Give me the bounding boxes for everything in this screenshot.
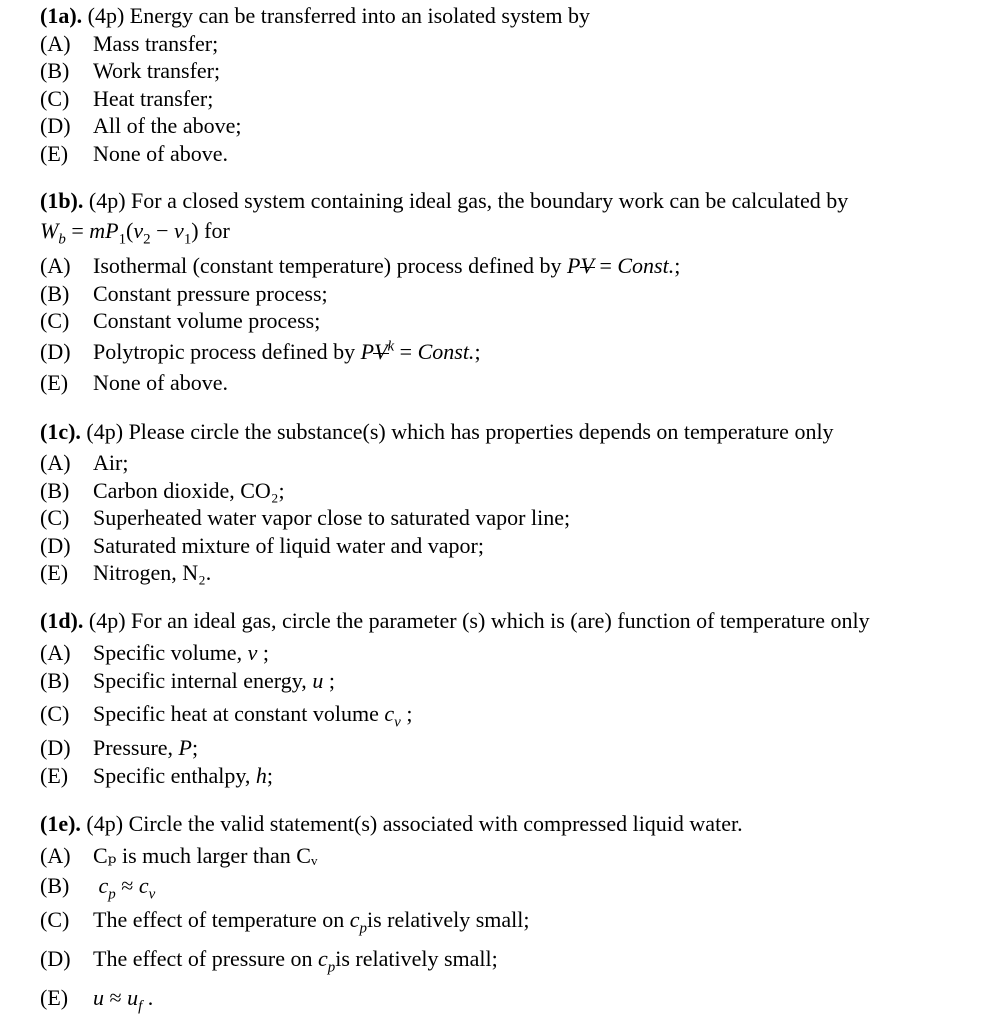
option-1c-a: (A) Air; (40, 450, 129, 475)
option-1d-e: (E) Specific enthalpy, h; (40, 763, 274, 788)
question-1d-stem (40, 607, 870, 635)
option-1a-a: (A) Mass transfer; (40, 31, 219, 56)
option-1e-e: (E) $u \approx u_f$ . (40, 985, 154, 1015)
option-1a-e: (E) None of above. (40, 141, 229, 166)
option-1b-e: (E) None of above. (40, 370, 229, 395)
option-1b-a: (A) Isothermal (constant temperature) process defined by PV = Const.; (40, 253, 681, 278)
question-text: (4p) Energy can be transferred into an isolated system by (87, 3, 591, 28)
question-1e-stem (40, 810, 743, 838)
option-1e-b: (B) $c_p \approx c_v$ (40, 873, 156, 903)
option-1e-a: (A) Cₚ is much larger than Cᵥ (40, 843, 318, 868)
option-1d-a: (A) Specific volume, v ; (40, 640, 269, 665)
option-1d-b: (B) Specific internal energy, u ; (40, 668, 335, 693)
option-1e-c: (C) The effect of temperature on $c_pis$ relatively small; (40, 907, 530, 937)
boundary-work-formula: $W_b = mP_1(v_2 - v_1)$ for (40, 218, 230, 248)
option-1e-d: (D) The effect of pressure on $c_pis$ relatively small; (40, 946, 498, 976)
option-1d-c: (C) Specific heat at constant volume $c_v$ ; (40, 701, 413, 731)
question-text: (4p) For a closed system containing ideal gas, the boundary work can be calculated by (88, 188, 849, 213)
question-1c-stem (40, 418, 834, 446)
option-1b-c: (C) Constant volume process; (40, 308, 321, 333)
question-text: (4p) Please circle the substance(s) which has properties depends on temperature only (86, 419, 834, 444)
question-1b-stem (40, 187, 848, 215)
option-1a-d: (D) All of the above; (40, 113, 242, 138)
question-number: (1d). (40, 608, 84, 633)
option-1b-d: (D) Polytropic process defined by $PV^k$ = Const.; (40, 338, 481, 364)
option-1c-c: (C) Superheated water vapor close to saturated vapor line; (40, 505, 571, 530)
question-number: (1e). (40, 811, 81, 836)
question-text: (4p) Circle the valid statement(s) associated with compressed liquid water. (86, 811, 743, 836)
option-1c-b: (B) Carbon dioxide, CO₂; (40, 478, 285, 503)
option-1d-d: (D) Pressure, P; (40, 735, 199, 760)
question-number: (1a). (40, 3, 83, 28)
option-1a-b: (B) Work transfer; (40, 58, 221, 83)
option-1a-c: (C) Heat transfer; (40, 86, 214, 111)
question-number: (1b). (40, 188, 84, 213)
option-1c-e: (E) Nitrogen, N₂. (40, 560, 212, 585)
question-1a-stem (40, 2, 590, 30)
question-text: (4p) For an ideal gas, circle the parameter (s) which is (are) function of temperature only (88, 608, 870, 633)
option-1b-b: (B) Constant pressure process; (40, 281, 328, 306)
option-1c-d: (D) Saturated mixture of liquid water and vapor; (40, 533, 484, 558)
question-number: (1c). (40, 419, 81, 444)
